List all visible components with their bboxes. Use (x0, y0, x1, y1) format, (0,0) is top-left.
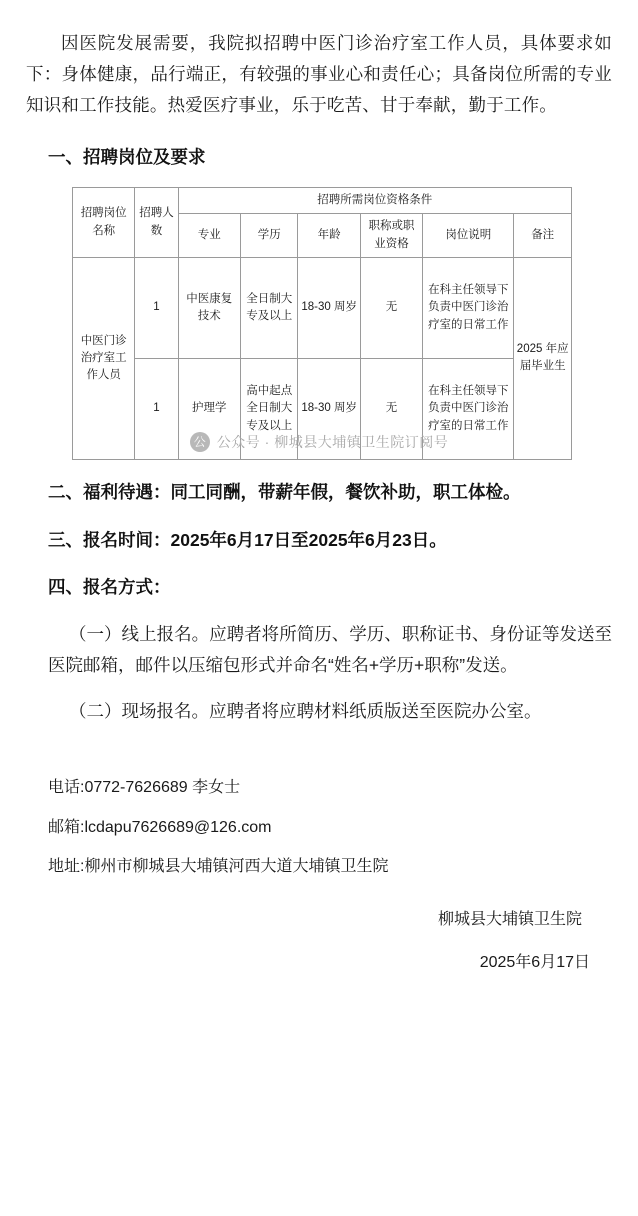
watermark-text: 公众号 · 柳城县大埔镇卫生院订阅号 (216, 433, 449, 450)
th-major: 专业 (178, 214, 240, 258)
positions-table-wrap (26, 187, 612, 460)
contact-phone: 电话:0772-7626689 李女士 (48, 779, 241, 797)
table-row (73, 257, 572, 358)
td-age: 18-30 周岁 (298, 257, 360, 358)
td-age: 18-30 周岁 (298, 358, 360, 459)
signature-organization: 柳城县大埔镇卫生院 (437, 910, 582, 928)
td-major: 护理学 (178, 358, 240, 459)
td-position-name: 中医门诊治疗室工作人员 (73, 257, 135, 459)
th-remark: 备注 (514, 214, 572, 258)
signup-method-onsite: （二）现场报名。应聘者将应聘材料纸质版送至医院办公室。 (69, 701, 542, 722)
th-age: 年龄 (298, 214, 360, 258)
th-group-header: 招聘所需岗位资格条件 (178, 188, 571, 214)
th-title-cert: 职称或职业资格 (360, 214, 422, 258)
section-heading-signup-method: 四、报名方式： (48, 577, 171, 598)
table-row (73, 358, 572, 459)
th-duty: 岗位说明 (423, 214, 514, 258)
contact-email: 邮箱:lcdapu7626689@126.com (48, 818, 272, 836)
contact-address: 地址:柳州市柳城县大埔镇河西大道大埔镇卫生院 (48, 858, 389, 876)
td-major: 中医康复技术 (178, 257, 240, 358)
section-heading-positions: 一、招聘岗位及要求 (48, 147, 206, 168)
signup-method-online: （一）线上报名。应聘者将所简历、学历、职称证书、身份证等发送至医院邮箱，邮件以压缩包形式并命名“姓名+学历+职称”发送。 (48, 624, 612, 675)
td-title-cert: 无 (360, 358, 422, 459)
positions-table (72, 187, 572, 460)
th-education: 学历 (240, 214, 298, 258)
td-education: 全日制大专及以上 (240, 257, 298, 358)
td-duty: 在科主任领导下负责中医门诊治疗室的日常工作 (423, 257, 514, 358)
section-heading-benefits: 二、福利待遇：同工同酬，带薪年假，餐饮补助，职工体检。 (48, 481, 521, 502)
th-position-name: 招聘岗位名称 (73, 188, 135, 258)
td-remark: 2025 年应届毕业生 (514, 257, 572, 459)
td-duty: 在科主任领导下负责中医门诊治疗室的日常工作 (423, 358, 514, 459)
table-header-row-1 (73, 188, 572, 214)
wechat-official-account-icon: 公 (190, 432, 210, 452)
td-title-cert: 无 (360, 257, 422, 358)
signature-date: 2025年6月17日 (479, 954, 590, 972)
section-heading-signup-time: 三、报名时间：2025年6月17日至2025年6月23日。 (48, 529, 447, 550)
th-headcount: 招聘人数 (135, 188, 178, 258)
td-education: 高中起点全日制大专及以上 (240, 358, 298, 459)
intro-paragraph: 因医院发展需要，我院拟招聘中医门诊治疗室工作人员，具体要求如下：身体健康，品行端正，有较强的事业心和责任心；具备岗位所需的专业知识和工作技能。热爱医疗事业，乐于吃苦、甘于奉献，勤于工作。 (26, 33, 612, 116)
td-headcount: 1 (135, 358, 178, 459)
td-headcount: 1 (135, 257, 178, 358)
